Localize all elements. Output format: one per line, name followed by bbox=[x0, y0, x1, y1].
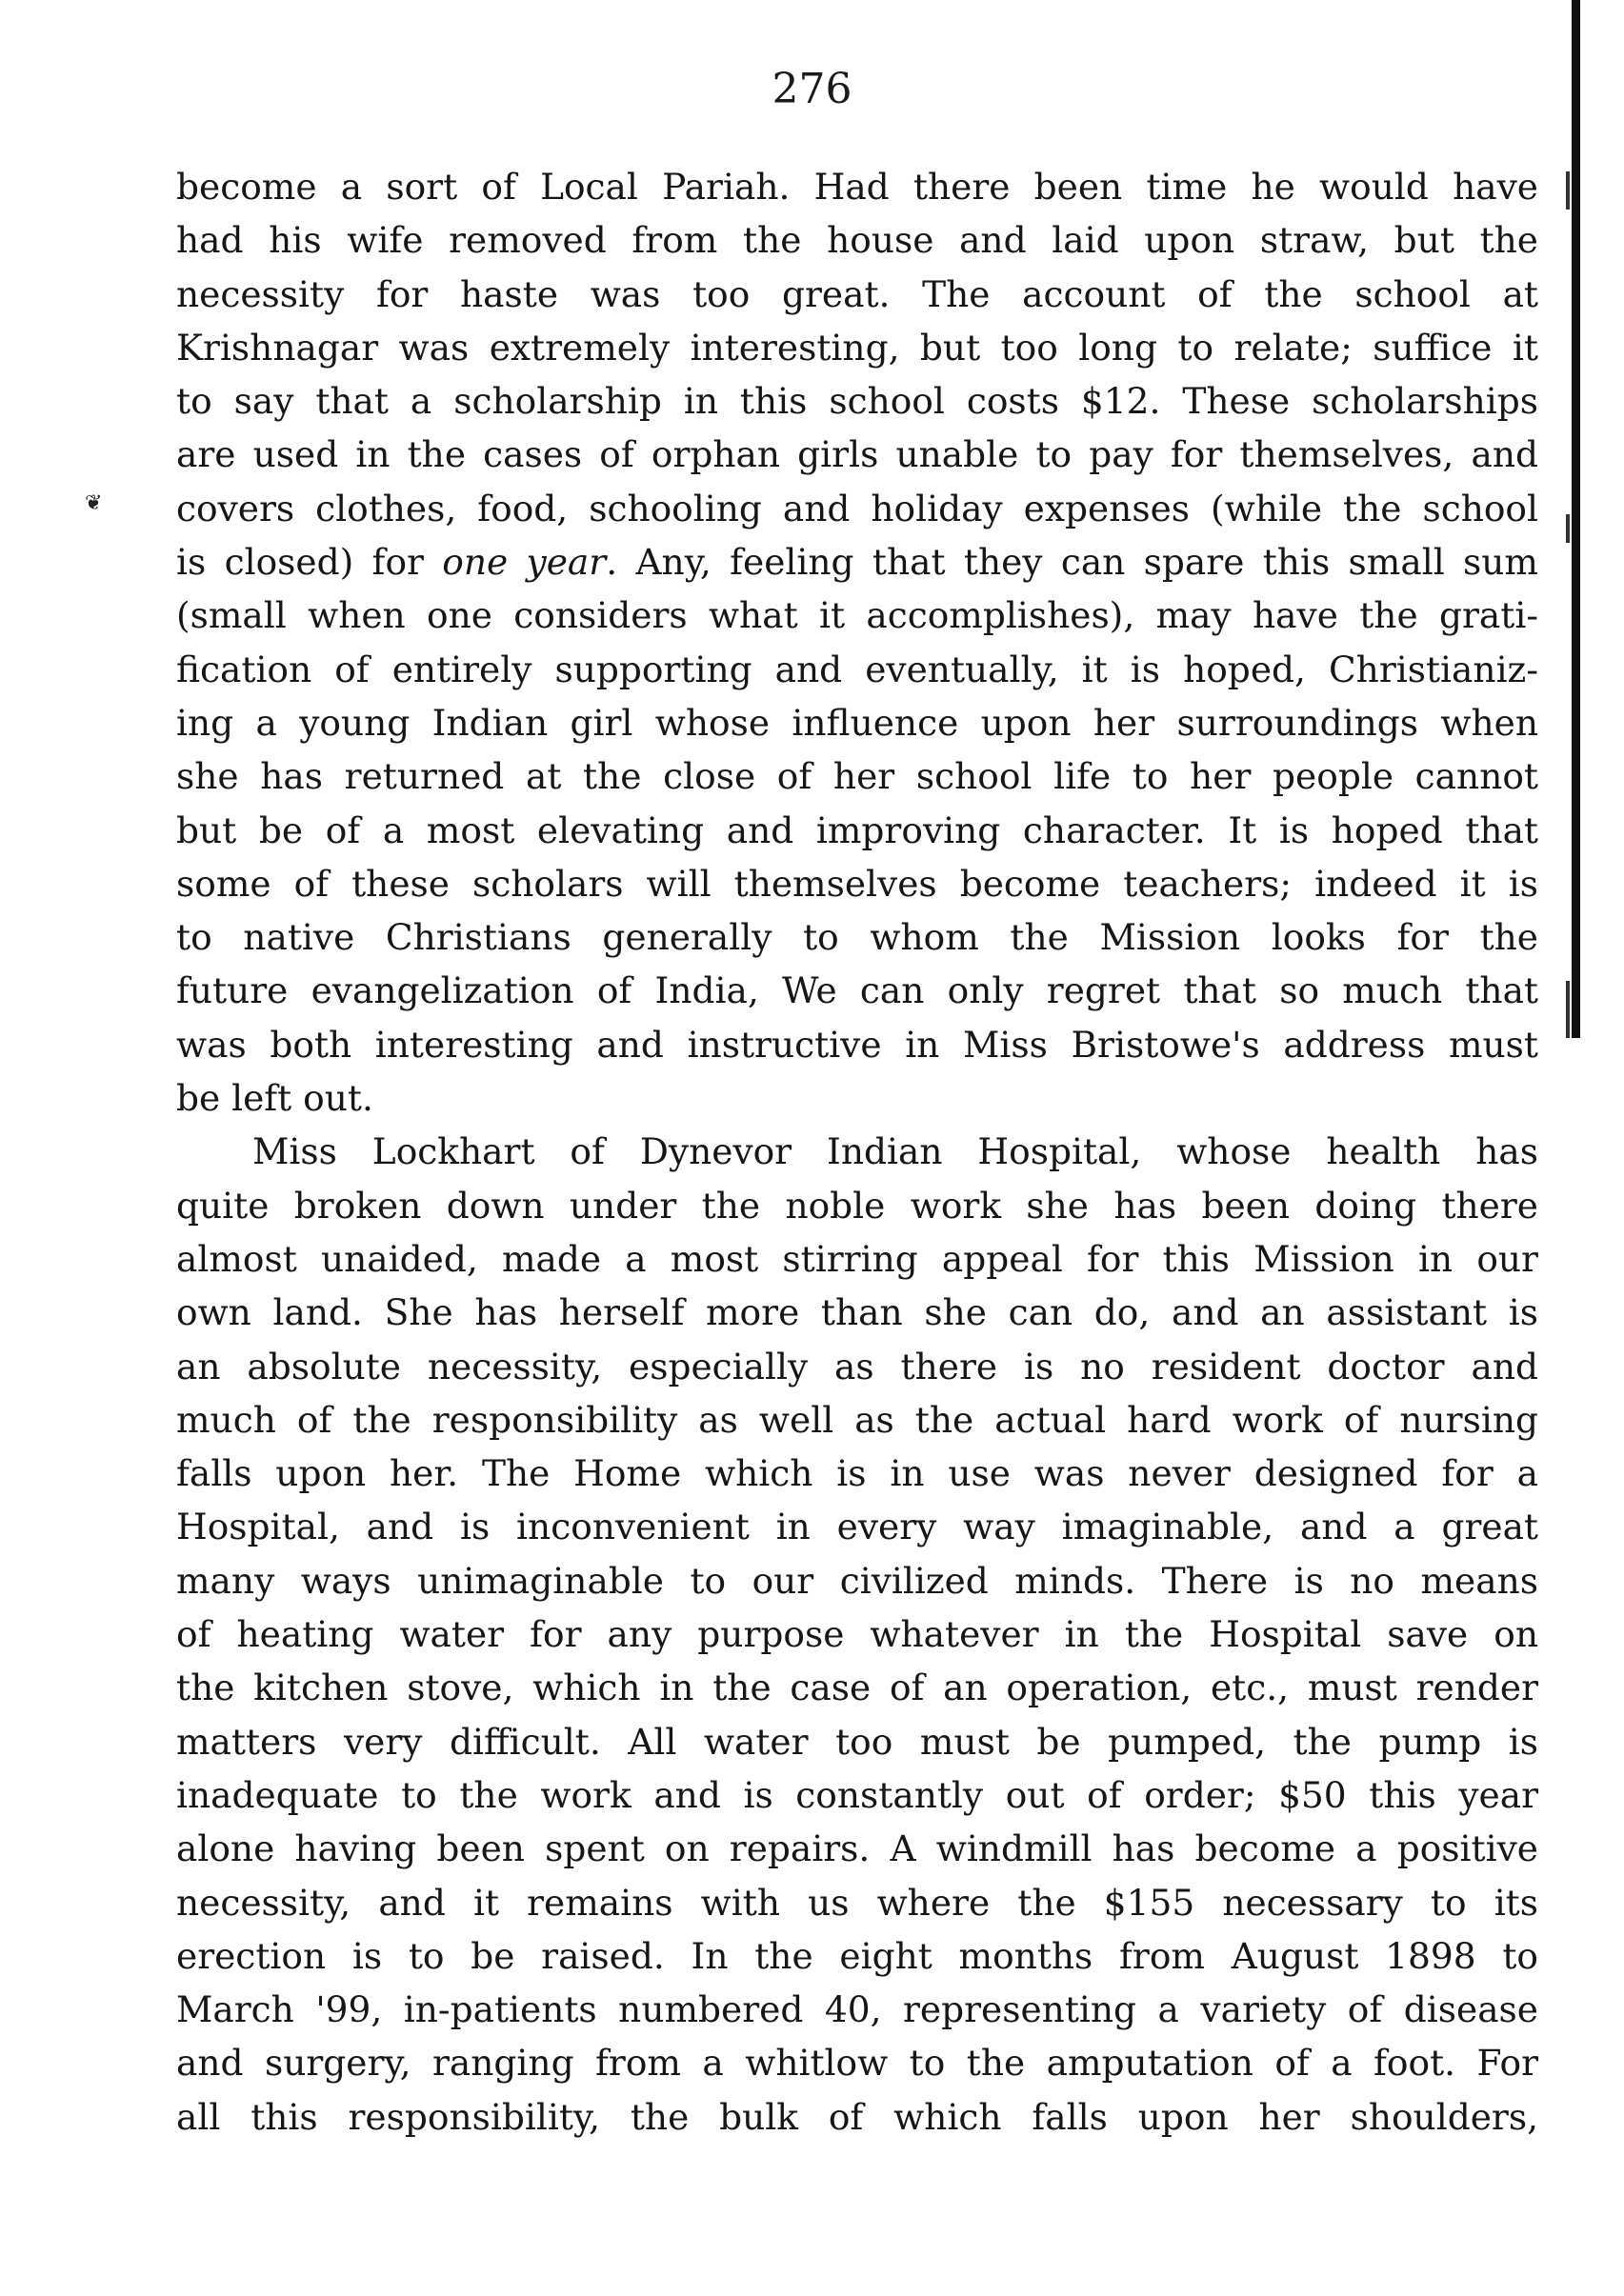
emphasis: one year bbox=[442, 541, 607, 584]
text-line: she has returned at the close of her school life to her people cannot bbox=[176, 755, 1538, 798]
text-line: quite broken down under the noble work she has been doing there bbox=[176, 1184, 1538, 1227]
text-line: Miss Lockhart of Dynevor Indian Hospital, whose health has bbox=[252, 1130, 1538, 1173]
body-text bbox=[176, 160, 1538, 2144]
text-line: necessity, and it remains with us where the $155 necessary to its bbox=[176, 1881, 1538, 1924]
page-number: 276 bbox=[772, 65, 852, 113]
text-line: of heating water for any purpose whatever in the Hospital save on bbox=[176, 1613, 1538, 1656]
binding-edge-shadow bbox=[1572, 0, 1580, 1038]
text-line: an absolute necessity, especially as there is no resident doctor and bbox=[176, 1345, 1538, 1388]
text-line: March '99, in-patients numbered 40, representing a variety of disease bbox=[176, 1988, 1538, 2031]
text-line: the kitchen stove, which in the case of an operation, etc., must render bbox=[176, 1667, 1538, 1709]
text-line: ing a young Indian girl whose influence upon her surroundings when bbox=[176, 701, 1538, 744]
text-line: are used in the cases of orphan girls unable to pay for themselves, and bbox=[176, 433, 1538, 476]
text-line: and surgery, ranging from a whitlow to the amputation of a foot. For bbox=[176, 2042, 1538, 2085]
text-line: Hospital, and is inconvenient in every way imaginable, and a great bbox=[176, 1506, 1538, 1548]
text-line: be left out. bbox=[176, 1077, 373, 1120]
text-line: all this responsibility, the bulk of which falls upon her shoulders, bbox=[176, 2095, 1538, 2138]
text-line: future evangelization of India, We can only regret that so much that bbox=[176, 969, 1538, 1012]
edge-speck bbox=[1566, 171, 1570, 210]
text-line: fication of entirely supporting and eventually, it is hoped, Christianiz- bbox=[176, 648, 1538, 690]
text-line: erection is to be raised. In the eight months from August 1898 to bbox=[176, 1934, 1538, 1977]
text-line: many ways unimaginable to our civilized minds. There is no means bbox=[176, 1559, 1538, 1602]
edge-speck bbox=[1566, 981, 1570, 1038]
text-line: necessity for haste was too great. The account of the school at bbox=[176, 272, 1538, 315]
text-line: but be of a most elevating and improving character. It is hoped that bbox=[176, 809, 1538, 851]
edge-speck bbox=[1566, 514, 1570, 543]
text-line: covers clothes, food, schooling and holiday expenses (while the school bbox=[176, 487, 1538, 529]
text-line: falls upon her. The Home which is in use was never designed for a bbox=[176, 1452, 1538, 1495]
margin-mark: ❦ bbox=[85, 491, 103, 515]
paragraph bbox=[176, 160, 1538, 1125]
text-line: (small when one considers what it accomplishes), may have the grati- bbox=[176, 594, 1538, 637]
text-line: own land. She has herself more than she can do, and an assistant is bbox=[176, 1291, 1538, 1334]
text-line: become a sort of Local Pariah. Had there been time he would have bbox=[176, 166, 1538, 208]
text-line: alone having been spent on repairs. A windmill has become a positive bbox=[176, 1827, 1538, 1870]
text-line: some of these scholars will themselves become teachers; indeed it is bbox=[176, 862, 1538, 905]
text-line: had his wife removed from the house and laid upon straw, but the bbox=[176, 219, 1538, 262]
text-line: much of the responsibility as well as the actual hard work of nursing bbox=[176, 1398, 1538, 1441]
paragraph bbox=[176, 1125, 1538, 2144]
text-line: to say that a scholarship in this school costs $12. These scholarships bbox=[176, 380, 1538, 423]
text-line: to native Christians generally to whom the Mission looks for the bbox=[176, 916, 1538, 959]
text-line: Krishnagar was extremely interesting, but too long to relate; suffice it bbox=[176, 326, 1538, 369]
text-line: almost unaided, made a most stirring appeal for this Mission in our bbox=[176, 1237, 1538, 1280]
text-line: was both interesting and instructive in Miss Bristowe's address must bbox=[176, 1023, 1538, 1066]
text-line: inadequate to the work and is constantly out of order; $50 this year bbox=[176, 1773, 1538, 1816]
text-line: is closed) for one year. Any, feeling that they can spare this small sum bbox=[176, 541, 1538, 584]
text-line: matters very difficult. All water too must be pumped, the pump is bbox=[176, 1720, 1538, 1763]
